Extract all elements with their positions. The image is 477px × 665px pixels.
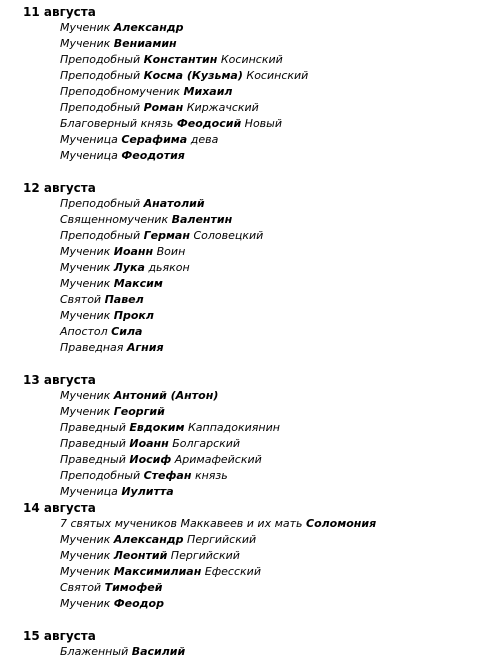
saint-name: Тимофей (104, 581, 163, 594)
saint-title: Мученик (60, 597, 114, 610)
saint-epithet: Пергийский (183, 533, 257, 546)
saint-title: Преподобный (60, 197, 144, 210)
saint-title: Мученица (60, 149, 122, 162)
saint-title: Мученик (60, 549, 114, 562)
saint-name: Роман (143, 101, 184, 114)
saint-title: Благоверный князь (60, 117, 177, 130)
saint-title: Преподобномученик (60, 85, 184, 98)
saint-entry (60, 260, 190, 276)
saint-entry (60, 340, 164, 356)
saint-title: Преподобный (60, 229, 144, 242)
saint-title: Праведный (60, 453, 130, 466)
saint-name: Феодор (113, 597, 164, 610)
saint-name: Константин (143, 53, 218, 66)
saint-name: Косма (Кузьма) (143, 69, 243, 82)
saint-title: Мученик (60, 389, 114, 402)
saint-entry (60, 276, 163, 292)
saint-entry (60, 244, 185, 260)
saint-title: Мученица (60, 133, 122, 146)
saint-entry (60, 100, 259, 116)
saint-title: Апостол (60, 325, 112, 338)
saint-name: Сила (111, 325, 143, 338)
saint-epithet: князь (191, 469, 228, 482)
saint-epithet: Соловецкий (189, 229, 264, 242)
saint-epithet: Косинский (242, 69, 309, 82)
day-date: 14 августа (23, 501, 96, 515)
saint-name: Максимилиан (113, 565, 202, 578)
saint-entry (60, 68, 308, 84)
saint-entry (60, 468, 228, 484)
saint-name: Александр (113, 21, 184, 34)
saint-name: Герман (143, 229, 190, 242)
saint-title: Преподобный (60, 53, 144, 66)
day-date: 13 августа (23, 373, 96, 387)
saint-entry (60, 36, 177, 52)
saint-title: Мученик (60, 37, 114, 50)
saint-name: Максим (113, 277, 163, 290)
saint-entry (60, 196, 205, 212)
saint-entry (60, 388, 218, 404)
saint-epithet: Каппадокиянин (184, 421, 280, 434)
saint-epithet: Новый (241, 117, 283, 130)
saint-title: Святой (60, 293, 105, 306)
saint-title: Священномученик (60, 213, 172, 226)
saint-name: Феодосий (176, 117, 242, 130)
saint-name: Соломония (306, 517, 377, 530)
day-date: 12 августа (23, 181, 96, 195)
saint-epithet: Аримафейский (171, 453, 262, 466)
saint-entry (60, 212, 232, 228)
saint-name: Антоний (Антон) (113, 389, 219, 402)
saint-name: Иоанн (113, 245, 154, 258)
saint-title: Мученик (60, 533, 114, 546)
saint-name: Агния (126, 341, 164, 354)
saint-entry (60, 596, 164, 612)
saint-entry (60, 132, 218, 148)
saint-entry (60, 484, 174, 500)
saint-epithet: дьякон (144, 261, 190, 274)
saint-title: Мученик (60, 277, 114, 290)
saint-entry (60, 228, 263, 244)
saint-title: Мученик (60, 565, 114, 578)
saint-entry (60, 324, 142, 340)
saint-name: Вениамин (113, 37, 177, 50)
saint-title: Мученик (60, 245, 114, 258)
saint-name: Феодотия (121, 149, 185, 162)
saint-epithet: дева (187, 133, 219, 146)
saint-entry (60, 516, 376, 532)
saint-entry (60, 404, 165, 420)
saint-entry (60, 420, 280, 436)
saint-epithet: Пергийский (167, 549, 240, 562)
saint-title: Мученица (60, 485, 122, 498)
saint-entry (60, 20, 184, 36)
saint-entry (60, 532, 256, 548)
saint-title: Мученик (60, 309, 114, 322)
saint-name: Евдоким (129, 421, 185, 434)
saint-title: Мученик (60, 261, 114, 274)
saint-name: Леонтий (113, 549, 168, 562)
saint-entry (60, 548, 240, 564)
saint-name: Анатолий (143, 197, 205, 210)
saint-entry (60, 292, 144, 308)
saint-entry (60, 308, 154, 324)
saint-entry (60, 52, 283, 68)
saint-name: Стефан (143, 469, 192, 482)
day-date: 11 августа (23, 5, 96, 19)
saint-entry (60, 644, 185, 660)
saint-title: Преподобный (60, 469, 144, 482)
saint-entry (60, 436, 240, 452)
saint-entry (60, 580, 162, 596)
saint-name: Иосиф (129, 453, 172, 466)
saint-name: Серафима (121, 133, 188, 146)
saint-epithet: Болгарский (168, 437, 241, 450)
saint-title: Мученик (60, 405, 114, 418)
saint-epithet: Киржачский (183, 101, 259, 114)
saint-name: Лука (113, 261, 145, 274)
saint-name: Михаил (183, 85, 233, 98)
saint-title: Праведный (60, 437, 130, 450)
saint-name: Валентин (171, 213, 233, 226)
saint-entry (60, 84, 232, 100)
saint-title: Преподобный (60, 101, 144, 114)
saint-name: Иулитта (121, 485, 174, 498)
saint-epithet: Косинский (217, 53, 283, 66)
saint-name: Александр (113, 533, 184, 546)
saint-name: Иоанн (129, 437, 169, 450)
saint-title: Блаженный (60, 645, 132, 658)
saint-entry (60, 116, 282, 132)
saint-name: Василий (131, 645, 186, 658)
saint-title: Праведный (60, 421, 130, 434)
saint-title: 7 святых мучеников Маккавеев и их мать (60, 517, 306, 530)
saint-entry (60, 148, 185, 164)
saint-title: Праведная (60, 341, 127, 354)
saint-title: Святой (60, 581, 105, 594)
saint-entry (60, 452, 262, 468)
saint-epithet: Воин (153, 245, 186, 258)
saint-entry (60, 564, 261, 580)
day-date: 15 августа (23, 629, 96, 643)
saint-epithet: Ефесский (201, 565, 261, 578)
saint-name: Георгий (113, 405, 165, 418)
saint-name: Прокл (113, 309, 154, 322)
saint-name: Павел (104, 293, 144, 306)
saint-title: Преподобный (60, 69, 144, 82)
saint-title: Мученик (60, 21, 114, 34)
